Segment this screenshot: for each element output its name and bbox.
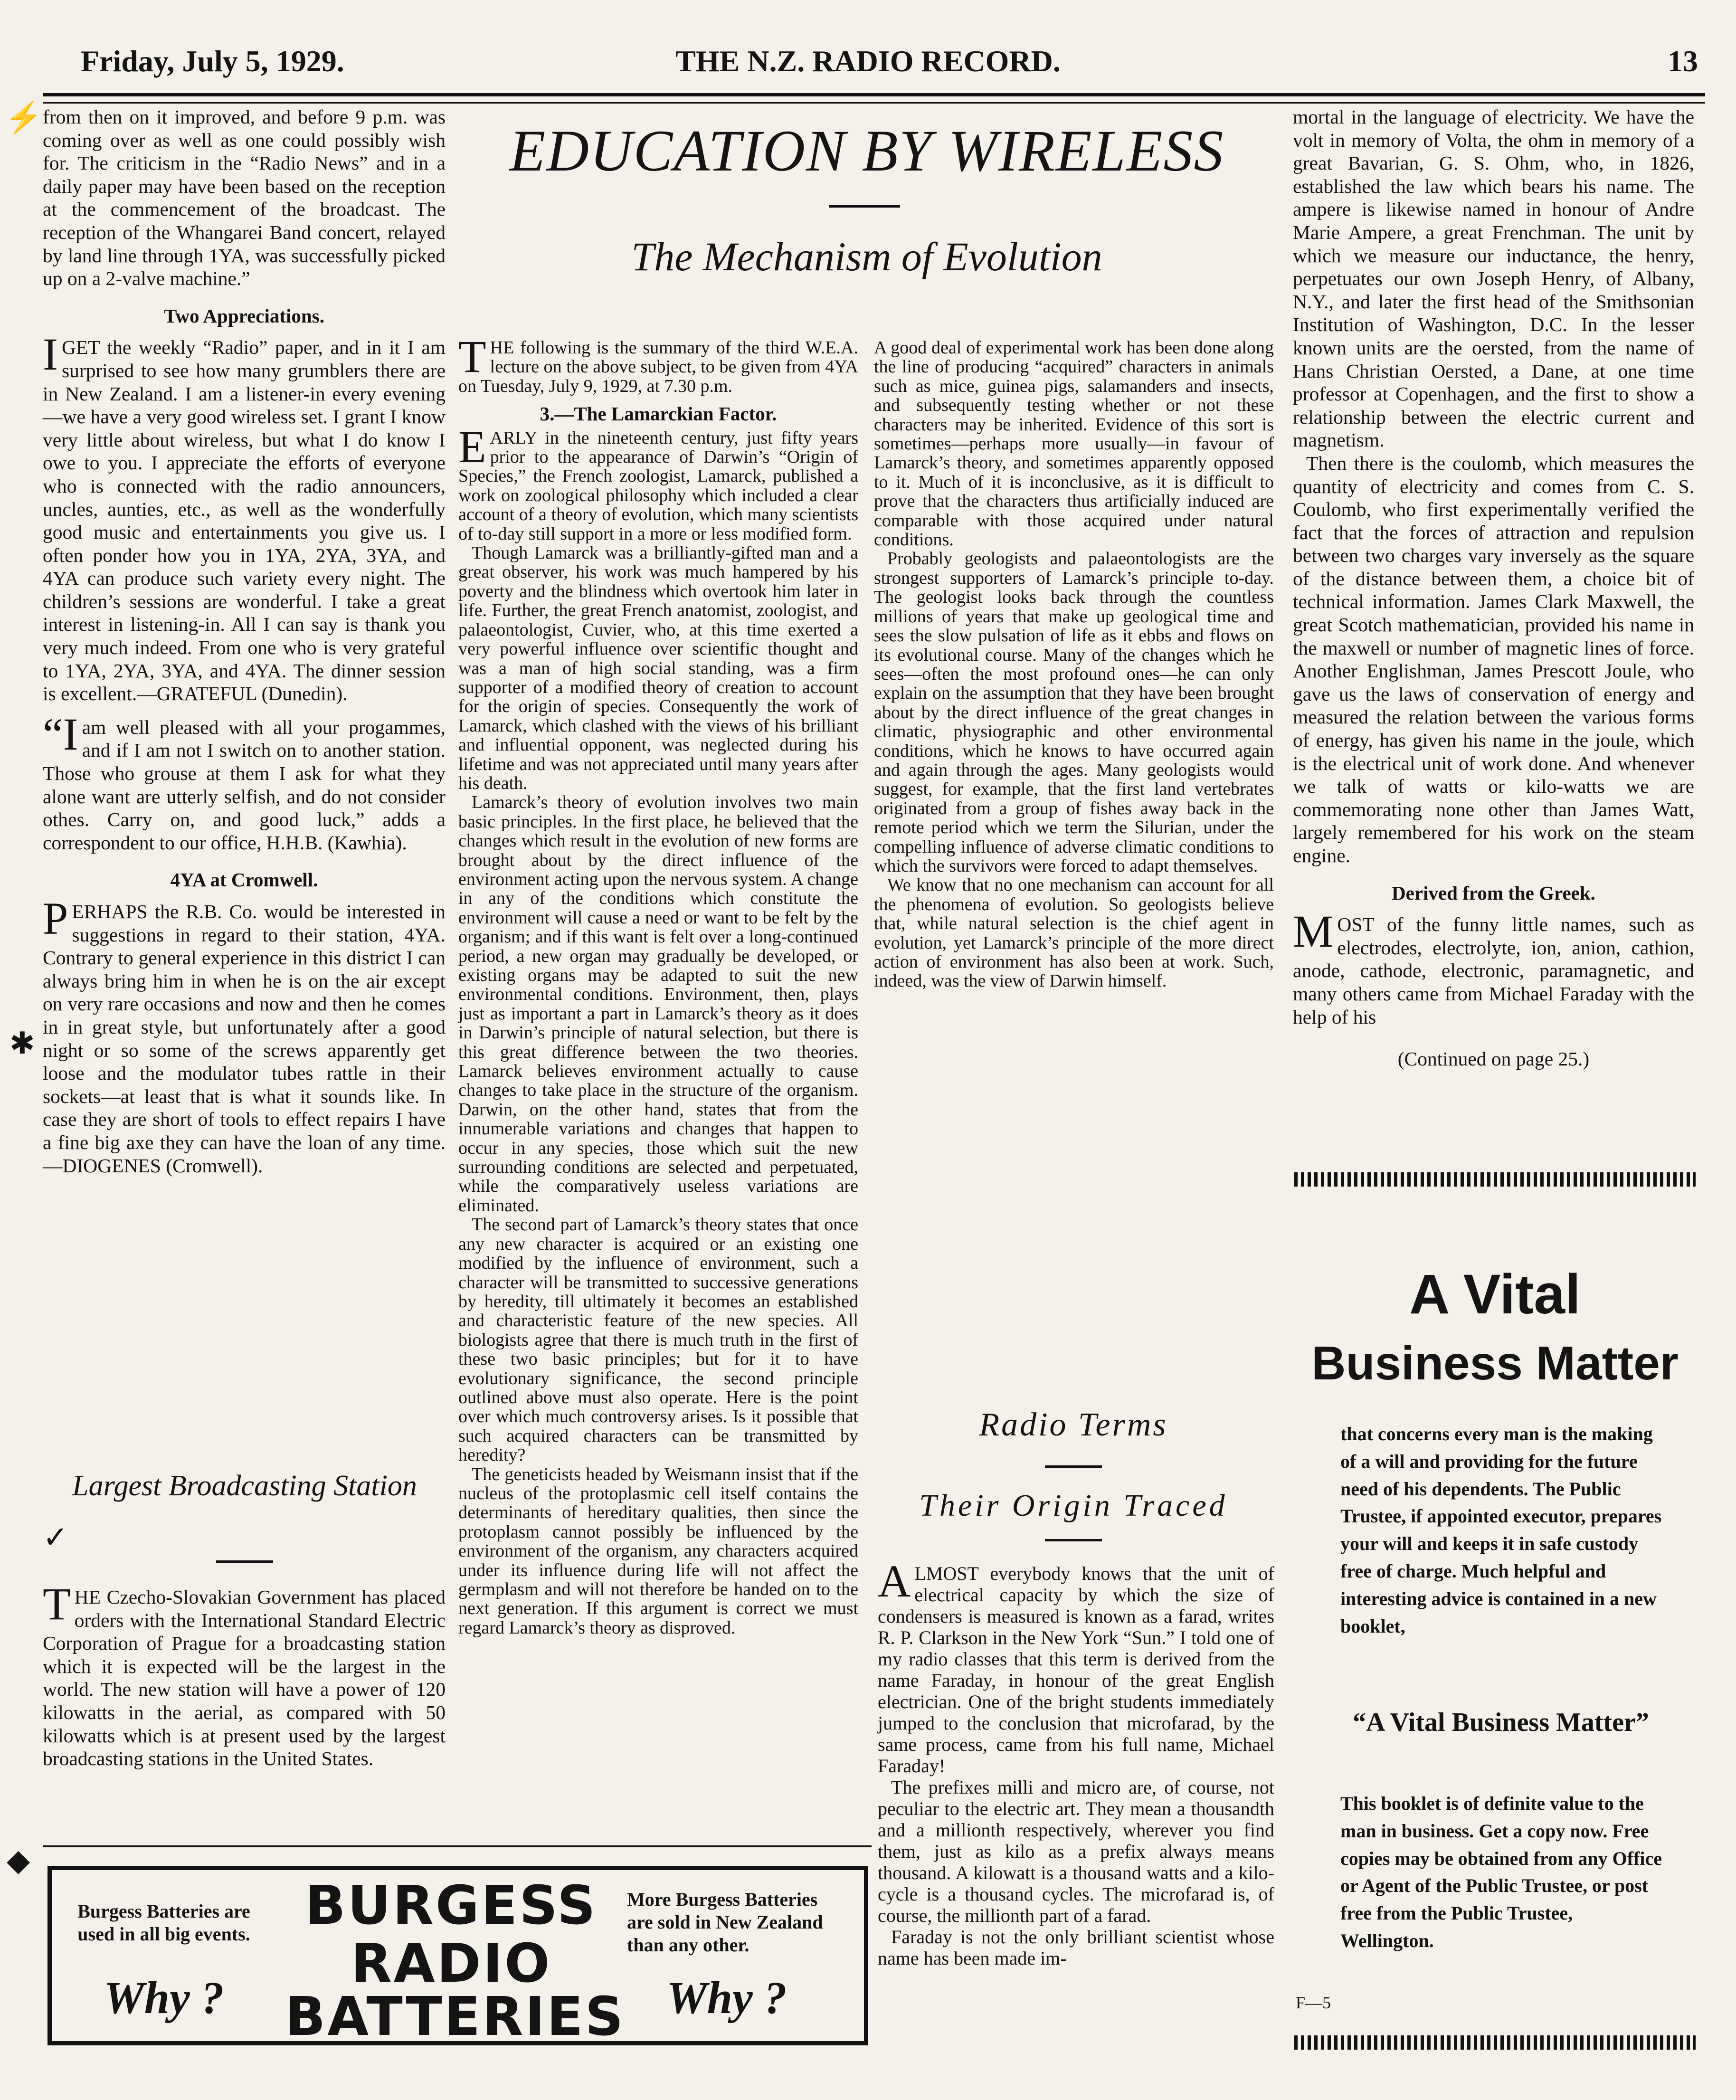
largest-station-article <box>43 1578 446 1770</box>
burgess-left-why: Why ? <box>104 1972 224 2023</box>
vital-ad-title-1: A Vital <box>1409 1263 1581 1326</box>
margin-mark: ⚡ <box>5 101 43 134</box>
burgess-brand-1: BURGESS <box>305 1875 598 1937</box>
margin-mark: ◆ <box>7 1843 30 1877</box>
vital-ad-title-2: Business Matter <box>1311 1337 1679 1390</box>
page-number: 13 <box>1668 44 1698 78</box>
article-p2: Though Lamarck was a brilliantly-gifted man and a great observer, his work was much hampered by his poverty and the blindness which overtook him later in life. Further, the great French anatomist, zoologist, and palaeontologist, Cuvier, who, at this time exerted a very powerful influence over scientific thought and was a man of high social standing, was a firm supporter of a modified theory of creation to account for the origin of species. Consequently the work of Lamarck, which clashed with the views of his brilliant and influential opponent, was neglected during his lifetime and was not appreciated until many years after his death. <box>458 543 858 793</box>
drop-cap: P <box>43 893 68 944</box>
title-rule <box>1045 1539 1102 1541</box>
article-p3: Lamarck’s theory of evolution involves two main basic principles. In the first place, he believed that the changes which result in the evolution of new forms are brought about by the direct influence of the environment acting upon the nervous system. A change in any of the conditions which constitute the environment will cause a need or want to be felt by the organism; and if this want is felt over a long-continued period, a new organ may gradually be developed, or existing organs may be adapted to suit the new environmental conditions. Environment, then, plays just as important a part in Lamarck’s theory as it does in Darwin’s principle of natural selection, but there is this great difference between the two theories. Lamarck believes environment actually to cause changes to take place in the structure of the organism. Darwin, on the other hand, states that from the innumerable variations and changes that happen to occur in any species, those which suit the new surrounding conditions are selected and perpetuated, while the comparatively useless variations are eliminated. <box>458 792 858 1216</box>
drop-cap: T <box>43 1578 71 1629</box>
drop-cap: I <box>43 329 58 380</box>
title-rule <box>216 1560 273 1563</box>
radio-terms-p1: ALMOST everybody knows that the unit of electrical capacity by which the size of condensers is measured is known as a farad, writes R. P. Clarkson in the New York “Sun.” I told one of my radio classes that this term is derived from the name Faraday, in honour of the great English electrician. One of the bright students immediately jumped to the conclusion that microfarad, by the same process, came from his full name, Michael Faraday! <box>878 1556 1274 1777</box>
drop-cap: M <box>1293 906 1334 957</box>
letter-diogenes: PERHAPS the R.B. Co. would be interested in suggestions in regard to their station, 4YA. Contrary to general experience in this district I can always bring him in when he is on the air except on very rare occasions and now and then he comes in in great style, but unfortunately after a good night or so some of the screws apparently get loose and the modulator tubes rattle in their sockets—at least that is what it sounds like. In case they are short of tools to effect repairs I have a fine big axe they can have the loan of any time.—DIOGENES (Cromwell). <box>43 893 446 1177</box>
article-p6: A good deal of experimental work has been done along the line of producing “acquired” characters in animals such as mice, guinea pigs, salamanders and insects, and subsequently testing whether or not these characters may be inherited. Evidence of this sort is sometimes—perhaps more usually—in favour of Lamarck’s theory, and sometimes apparently opposed to it. Much of it is inconclusive, as it is difficult to prove that the characters thus artificially induced are comparable with those acquired under natural conditions. <box>874 338 1274 550</box>
vital-ad-body: that concerns every man is the making of a will and providing for the future need of his dependents. The Public Trustee, if appointed executor, prepares your will and keeps it in safe custody free of charge. Much helpful and interesting advice is contained in a new booklet, <box>1340 1423 1662 1637</box>
article-subtitle: The Mechanism of Evolution <box>631 234 1102 279</box>
burgess-right-why: Why ? <box>666 1972 787 2023</box>
margin-mark: ✱ <box>9 1026 35 1060</box>
article-title: EDUCATION BY WIRELESS <box>509 118 1224 183</box>
column-radio-terms-continued <box>1293 105 1694 1071</box>
radio-terms-p2: The prefixes milli and micro are, of course, not peculiar to the electric art. They mean a thousandth and a millionth respectively, wherever you find them, just as kilo as a prefix always means thousand. A kilowatt is a thousand watts and a kilo-cycle is a thousand cycles. The microfarad is, of course, the millionth part of a farad. <box>878 1777 1274 1926</box>
column-letters <box>43 105 446 1177</box>
heading-4ya-cromwell: 4YA at Cromwell. <box>170 869 318 891</box>
article-p7: Probably geologists and palaeontologists are the strongest supporters of Lamarck’s principle to-day. The geologist looks back through the countless millions of years that make up geological time and sees the slow pulsation of life as it ebbs and flows on its evolutional course. Many of the changes which he sees—often the most profound ones—he can only explain on the assumption that they have been brought about by the direct influence of the great changes in climatic, physiographic and other environmental conditions, which he knows to have occurred again and again through the ages. Many geologists would suggest, for example, that the first land vertebrates originated from a group of fishes away back in the remote period which we term the Silurian, under the compelling influence of adverse climatic conditions to which the survivors were forced to adapt themselves. <box>874 549 1274 876</box>
burgess-brand-2: RADIO <box>351 1933 552 1995</box>
title-rule <box>1045 1465 1102 1468</box>
radio-terms-subtitle: Their Origin Traced <box>919 1488 1228 1523</box>
ad-separator <box>43 1845 872 1847</box>
issue-date: Friday, July 5, 1929. <box>81 44 344 78</box>
heading-derived-greek: Derived from the Greek. <box>1392 882 1595 904</box>
units-p1: mortal in the language of electricity. We have the volt in memory of Volta, the ohm in memory of a great Bavarian, G. S. Ohm, who, in 1826, established the law which bears his name. The ampere is likewise named in honour of Andre Marie Ampere, a great Frenchman. The unit by which we measure our inductance, the henry, perpetuates our own Joseph Henry, of Albany, N.Y., and later the first head of the Smithsonian Institution of Washington, D.C. In the lesser known units are the oersted, from the name of Hans Christian Oersted, a Dane, at one time professor at Copenhagen, and the first to show a relationship between the electric current and magnetism. <box>1293 106 1694 451</box>
article-column-2 <box>874 338 1274 991</box>
radio-terms-title: Radio Terms <box>979 1406 1168 1443</box>
largest-station-body: THE Czecho-Slovakian Government has placed orders with the International Standard Electric Corporation of Prague for a broadcasting station which it is expected will be the largest in the world. The new station will have a power of 120 kilowatts in the aerial, as compared with 50 kilowatts which is at present used by the largest broadcasting stations in the United States. <box>43 1578 446 1770</box>
largest-station-title: Largest Broadcasting Station <box>72 1470 417 1502</box>
section-heading: 3.—The Lamarckian Factor. <box>540 403 777 425</box>
units-p3: MOST of the funny little names, such as electrodes, electrolyte, ion, anion, cathion, anode, cathode, electronic, paramagnetic, and many others came from Michael Faraday with the help of his <box>1293 906 1694 1028</box>
letter-hhb: “Iam well pleased with all your progammes, and if I am not I switch on to another station. Those who grouse at them I ask for what they alone want are utterly selfish, and do not consider othes. Carry on, and good luck,” adds a correspondent to our office, H.H.B. (Kawhia). <box>43 708 446 854</box>
drop-cap: E <box>458 421 486 472</box>
drop-cap: “I <box>43 708 78 760</box>
units-p2: Then there is the coulomb, which measures the quantity of electricity and comes from C. S. Coulomb, who first experimentally verified the fact that the forces of attraction and repulsion between two charges vary inversely as the square of the distance between them, a choice bit of technical information. James Clark Maxwell, the great Scotch mathematician, provided his name in the maxwell or number of magnetic lines of force. Another Englishman, James Prescott Joule, who gave us the laws of conservation of energy and measured the relation between the various forms of energy, has given his name in the joule, which is the electrical unit of work done. And whenever we talk of watts or kilo-watts we are commemorating none other than James Watt, largely remembered for his work on the steam engine. <box>1293 452 1694 866</box>
article-column-1 <box>458 331 858 1638</box>
radio-terms-article <box>878 1556 1274 1969</box>
drop-cap: T <box>458 331 486 382</box>
vital-ad-quote: “A Vital Business Matter” <box>1353 1708 1649 1737</box>
masthead: THE N.Z. RADIO RECORD. <box>675 44 1061 78</box>
burgess-left-text: Burgess Batteries are used in all big events. <box>77 1900 250 1945</box>
ad-top-border <box>1294 1172 1696 1187</box>
article-p1: EARLY in the nineteenth century, just fifty years prior to the appearance of Darwin’s “Origin of Species,” the French zoologist, Lamarck, published a work on zoological philosophy which included a clear account of a theory of evolution, which many scientists of to-day still support in a more or less modified form. <box>458 421 858 544</box>
article-p4: The second part of Lamarck’s theory states that once any new character is acquired or an existing one modified by the influence of environment, such a character will be transmitted to successive generations by heredity, till ultimately it becomes an established and characteristic feature of the new species. All biologists agree that there is much truth in the first of these two basic principles; but for it to have evolutionary significance, the second principle outlined above must also operate. Here is the point over which much controversy arises. Is it possible that such acquired characters can be transmitted by heredity? <box>458 1215 858 1465</box>
heading-two-appreciations: Two Appreciations. <box>164 304 324 327</box>
vital-ad-body-2: This booklet is of definite value to the man in business. Get a copy now. Free copies may be obtained from any Office or Agent of the Public Trustee, or post free from the Public Trustee, Wellington. <box>1340 1793 1662 1951</box>
header-rule <box>43 93 1705 104</box>
radio-terms-p3: Faraday is not the only brilliant scientist whose name has been made im- <box>878 1926 1274 1969</box>
drop-cap: A <box>878 1556 911 1606</box>
ad-code: F—5 <box>1296 1993 1331 2012</box>
article-intro: THE following is the summary of the third W.E.A. lecture on the above subject, to be given from 4YA on Tuesday, July 9, 1929, at 7.30 p.m. <box>458 331 858 396</box>
title-rule <box>829 205 900 208</box>
ad-bottom-border <box>1294 2035 1696 2050</box>
article-p5: The geneticists headed by Weismann insist that if the nucleus of the protoplasmic cell itself contains the determinants of hereditary qualities, then since the protoplasm cannot possibly be influenced by the environment of the organism, any characters acquired under its influence during life will not affect the germplasm and will not therefore be handed on to the next generation. If this argument is correct we must regard Lamarck’s theory as disproved. <box>458 1464 858 1638</box>
burgess-right-text: More Burgess Batteries are sold in New Zealand than any other. <box>627 1889 823 1956</box>
letter-continuation: from then on it improved, and before 9 p.m. was coming over as well as one could possibly wish for. The criticism in the “Radio News” and in a daily paper may have been based on the reception at the commencement of the broadcast. The reception of the Whangarei Band concert, relayed by land line through 1YA, was successfully picked up on a 2-valve machine.” <box>43 106 446 290</box>
burgess-brand-3: BATTERIES <box>285 1986 626 2048</box>
letter-grateful: IGET the weekly “Radio” paper, and in it I am surprised to see how many grumblers there are in New Zealand. I am a listener-in every evening—we have a very good wireless set. I grant I know very little about wireless, but what I do know I owe to you. I appreciate the efforts of everyone who is connected with the radio announcers, uncles, aunties, etc., as well as the wonderfully good music and entertainments you give us. I often ponder how you in 1YA, 2YA, 3YA, and 4YA can produce such variety every night. The children’s sessions are wonderful. I take a great interest in listening-in. All I can say is thank you very much indeed. From one who is very grateful to 1YA, 2YA, 3YA, and 4YA. The dinner session is excellent.—GRATEFUL (Dunedin). <box>43 329 446 705</box>
continued-note: (Continued on page 25.) <box>1397 1048 1590 1070</box>
article-p8: We know that no one mechanism can account for all the phenomena of evolution. So geologists believe that, while natural selection is the chief agent in evolution, yet Lamarck’s principle of the more direct action of environment has also been at work. Such, indeed, was the view of Darwin himself. <box>874 875 1274 991</box>
margin-mark: ✓ <box>43 1520 68 1554</box>
